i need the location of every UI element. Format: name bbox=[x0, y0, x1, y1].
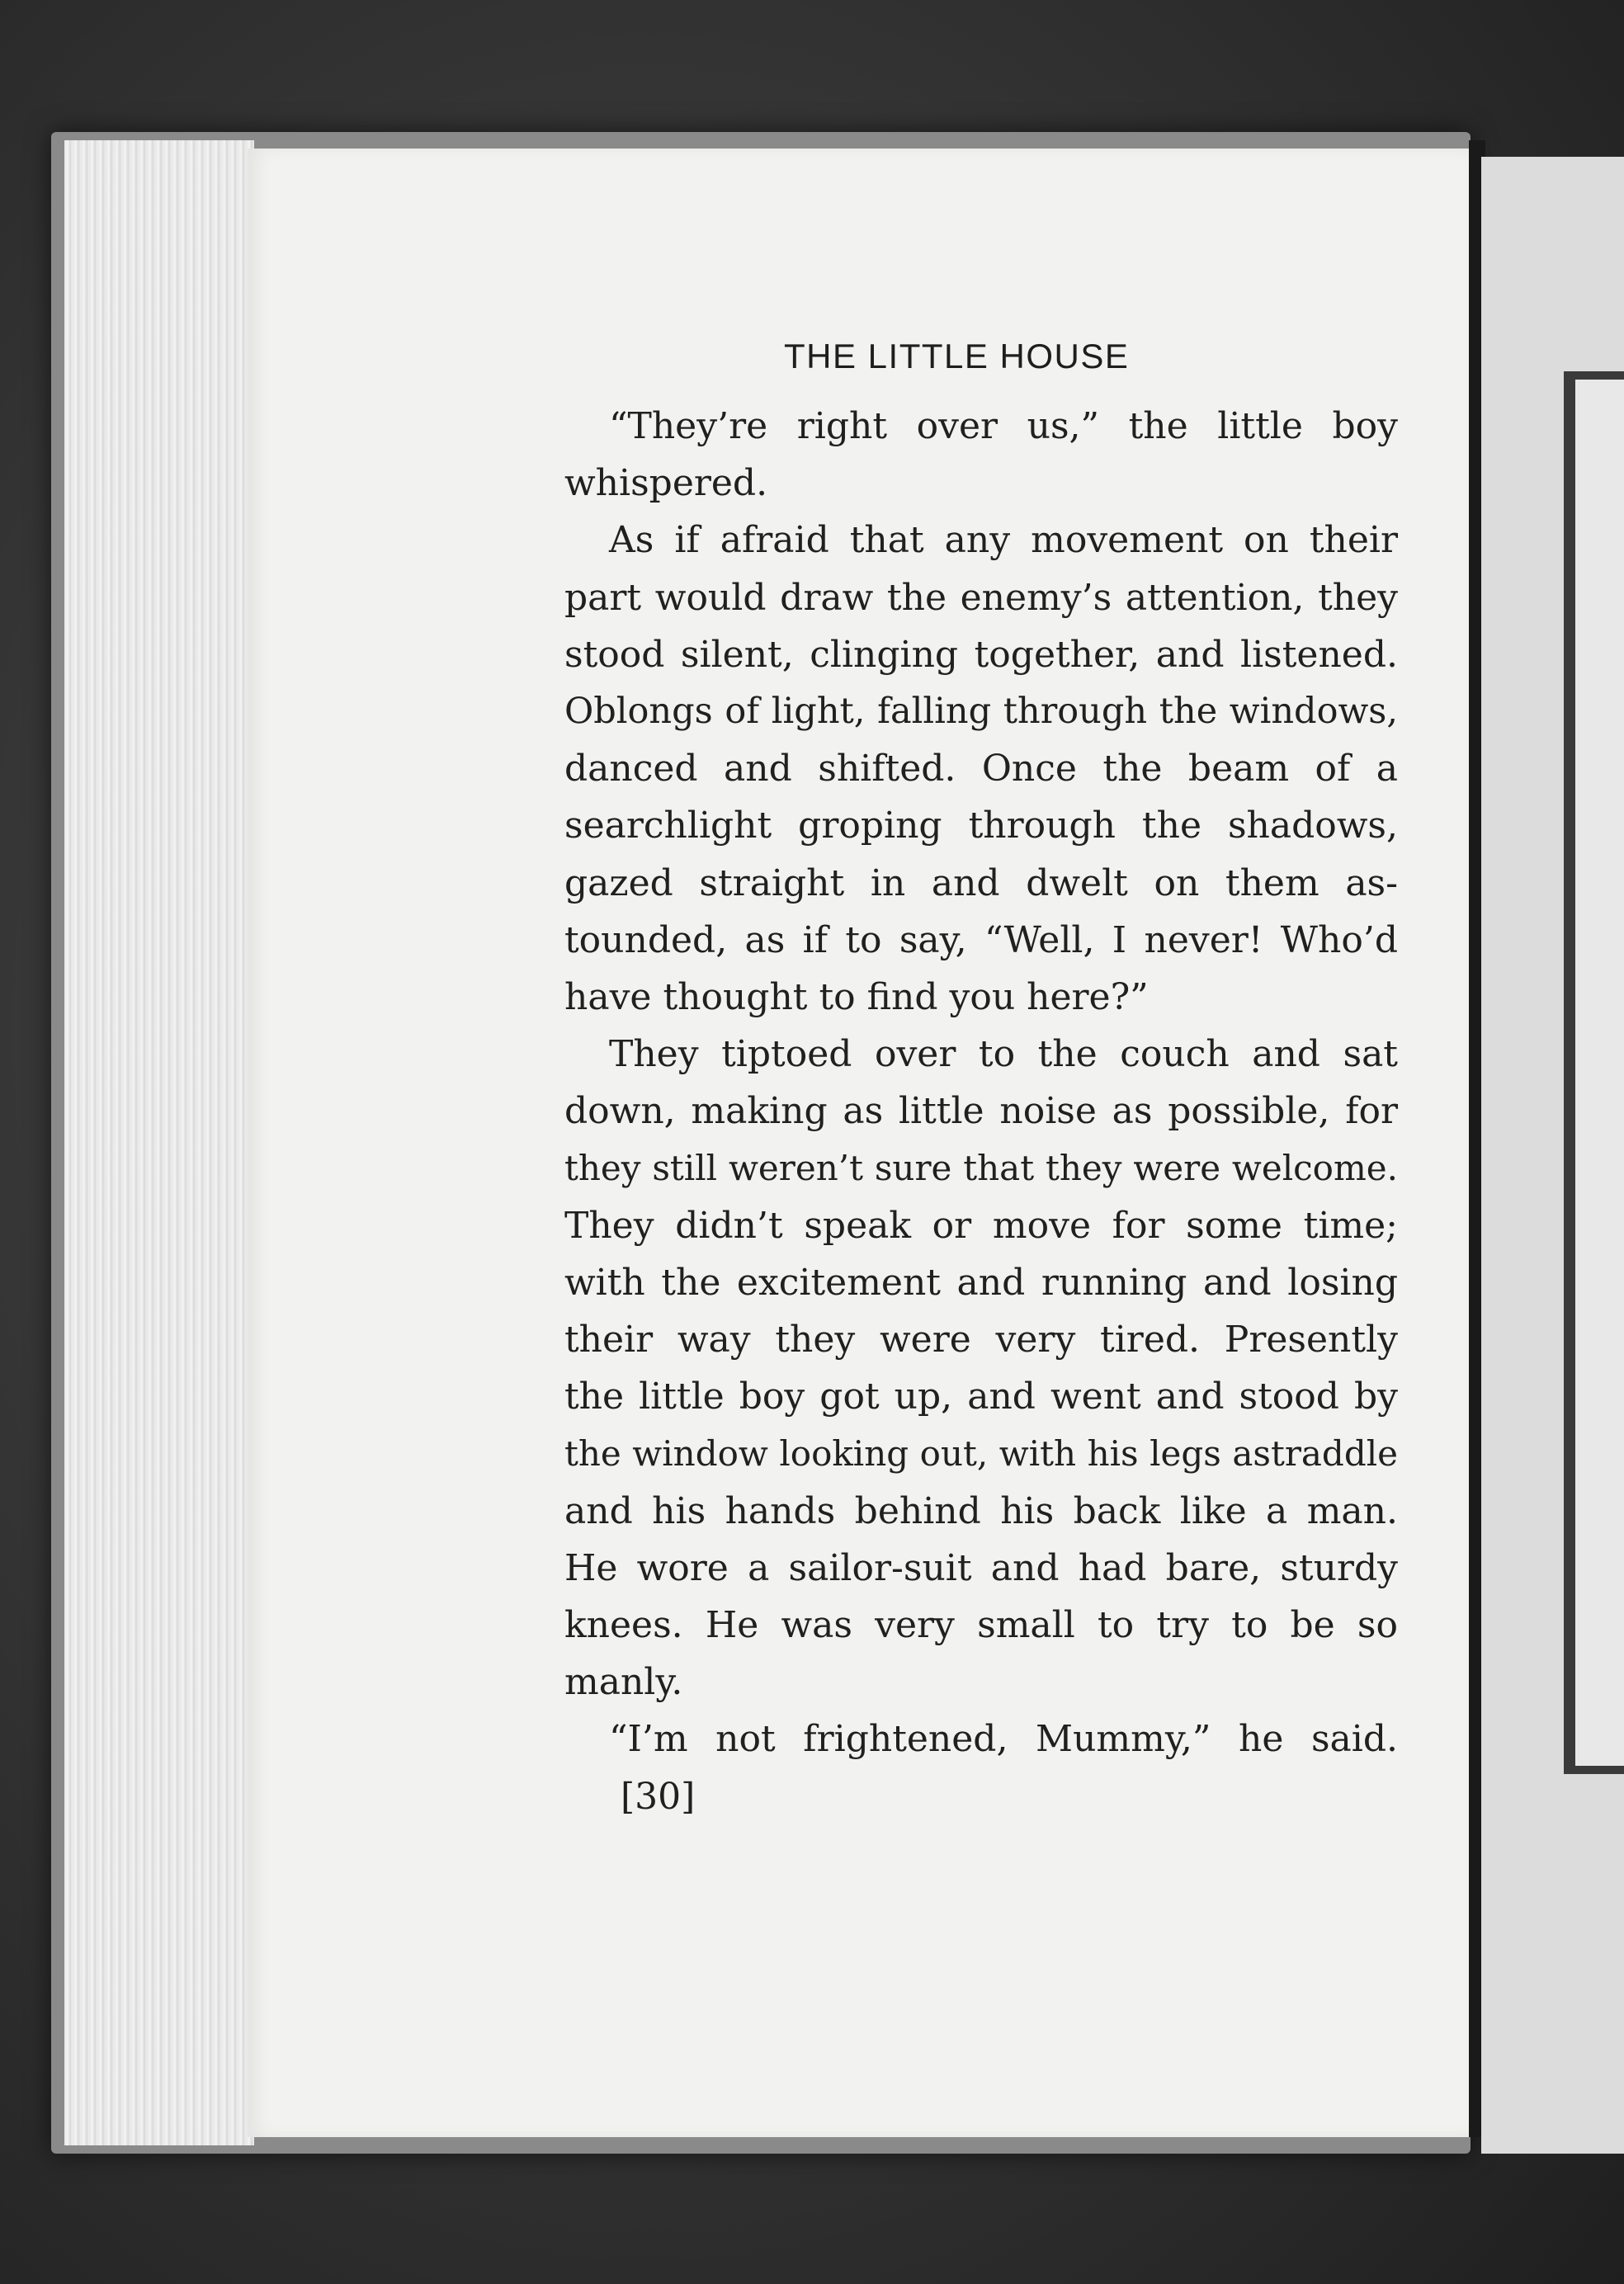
text-line: with the excitement and running and losing bbox=[564, 1261, 1398, 1304]
text-line: down, making as little noise as possible, for bbox=[564, 1090, 1398, 1133]
text-line: “They’re right over us,” the little boy bbox=[609, 405, 1398, 447]
text-line: tounded, as if to say, “Well, I never! Who’d bbox=[564, 918, 1398, 961]
page-edges bbox=[64, 140, 254, 2145]
text-line: “I’m not frightened, Mummy,” he said. bbox=[609, 1718, 1398, 1761]
text-line: gazed straight in and dwelt on them as- bbox=[564, 861, 1398, 904]
text-line: their way they were very tired. Presently bbox=[564, 1319, 1398, 1361]
text-line: have thought to find you here?” bbox=[564, 975, 1149, 1018]
text-line: and his hands behind his back like a man. bbox=[564, 1489, 1398, 1532]
text-line: knees. He was very small to try to be so bbox=[564, 1603, 1398, 1646]
text-line: They didn’t speak or move for some time; bbox=[564, 1204, 1398, 1247]
text-line: manly. bbox=[564, 1661, 683, 1704]
text-line: the window looking out, with his legs astraddle bbox=[564, 1433, 1398, 1475]
facing-page-illustration-frame bbox=[1564, 371, 1624, 1774]
text-line: Oblongs of light, falling through the windows, bbox=[564, 690, 1398, 732]
text-line: searchlight groping through the shadows, bbox=[564, 805, 1398, 847]
running-head: THE LITTLE HOUSE bbox=[784, 337, 1130, 375]
page-number: [30] bbox=[621, 1776, 696, 1818]
text-line: stood silent, clinging together, and listened. bbox=[564, 633, 1398, 676]
text-line: danced and shifted. Once the beam of a bbox=[564, 748, 1398, 790]
text-line: part would draw the enemy’s attention, they bbox=[564, 576, 1398, 619]
text-line: They tiptoed over to the couch and sat bbox=[609, 1033, 1398, 1076]
body-text bbox=[564, 398, 1398, 1768]
text-line: As if afraid that any movement on their bbox=[609, 519, 1398, 562]
text-line: whispered. bbox=[564, 462, 768, 505]
text-line: they still weren’t sure that they were welcome. bbox=[564, 1148, 1398, 1189]
text-line: He wore a sailor-suit and had bare, sturdy bbox=[564, 1546, 1398, 1589]
text-line: the little boy got up, and went and stood by bbox=[564, 1376, 1398, 1418]
